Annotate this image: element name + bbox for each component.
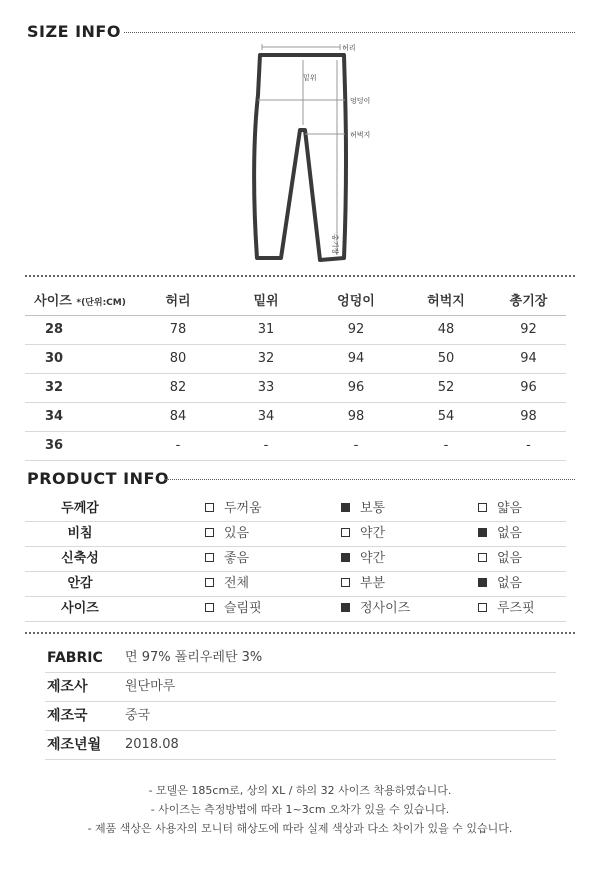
value-cell: 82 — [169, 380, 187, 395]
separator — [25, 632, 575, 634]
size-cell: 34 — [45, 409, 64, 424]
header-length: 총기장 — [509, 294, 548, 309]
header-rise: 밑위 — [253, 294, 279, 309]
hip-label: 엉덩이 — [350, 97, 371, 105]
checkbox-checked-icon — [478, 578, 487, 587]
option-label: 약간 — [360, 551, 386, 566]
option-label: 두꺼움 — [224, 501, 262, 516]
product-info-row — [25, 547, 566, 572]
option — [341, 497, 385, 521]
waist-label: 허리 — [342, 44, 356, 52]
value-cell: 31 — [257, 322, 275, 337]
product-info-label: 두께감 — [61, 501, 99, 516]
option — [478, 497, 522, 521]
table-row — [25, 345, 566, 374]
value-cell: - — [443, 438, 449, 453]
size-header-label: 사이즈 — [34, 294, 72, 309]
value-cell: - — [175, 438, 181, 453]
option — [478, 547, 522, 571]
option — [478, 522, 522, 546]
thigh-label: 허벅지 — [350, 131, 371, 139]
size-cell: 28 — [45, 322, 64, 337]
option — [341, 547, 385, 571]
checkbox-checked-icon — [341, 503, 350, 512]
value-cell: - — [526, 438, 531, 453]
product-info-label: 신축성 — [61, 551, 99, 566]
note-text: - 제품 색상은 사용자의 모니터 해상도에 따라 실제 색상과 다소 차이가 있을 수 있습니다. — [87, 822, 513, 835]
size-header-cell — [25, 288, 135, 317]
value-cell: 92 — [347, 322, 365, 337]
option — [205, 497, 262, 521]
fabric-row — [45, 731, 556, 760]
checkbox-checked-icon — [341, 553, 350, 562]
option-label: 좋음 — [224, 551, 250, 566]
value-cell: 92 — [520, 322, 537, 337]
checkbox-checked-icon — [341, 603, 350, 612]
product-info-row — [25, 572, 566, 597]
checkbox-icon — [205, 528, 214, 537]
value-cell: 33 — [257, 380, 275, 395]
fabric-row — [45, 673, 556, 702]
fabric-label: 제조사 — [47, 679, 88, 695]
product-info-label: 안감 — [67, 576, 93, 591]
table-row — [25, 374, 566, 403]
checkbox-icon — [205, 578, 214, 587]
size-info-title: SIZE INFO — [27, 22, 121, 41]
product-info-label: 비침 — [67, 526, 93, 541]
table-row — [25, 316, 566, 345]
product-info-row — [25, 497, 566, 522]
note-text: - 모델은 185cm로, 상의 XL / 하의 32 사이즈 착용하였습니다. — [148, 784, 452, 797]
option-label: 얇음 — [497, 501, 523, 516]
header-waist: 허리 — [165, 294, 191, 309]
checkbox-icon — [478, 503, 487, 512]
header-thigh: 허벅지 — [427, 294, 465, 309]
length-label: 총기장 — [331, 234, 339, 255]
option-label: 전체 — [224, 576, 250, 591]
option-label: 슬림핏 — [224, 601, 262, 616]
value-cell: 78 — [169, 322, 187, 337]
product-info-dotted-line — [165, 479, 575, 480]
option-label: 없음 — [497, 551, 523, 566]
value-cell: 96 — [520, 380, 537, 395]
option — [341, 597, 410, 621]
size-table-header — [25, 288, 566, 316]
option-label: 보통 — [360, 501, 386, 516]
fabric-value: 면 97% 폴리우레탄 3% — [125, 650, 263, 665]
option-label: 없음 — [497, 576, 523, 591]
product-info-row — [25, 597, 566, 622]
checkbox-icon — [341, 528, 350, 537]
product-info-row — [25, 522, 566, 547]
checkbox-icon — [478, 553, 487, 562]
option-label: 약간 — [360, 526, 386, 541]
fabric-value: 2018.08 — [125, 737, 179, 752]
option — [341, 522, 385, 546]
option — [205, 597, 262, 621]
value-cell: 98 — [520, 409, 537, 424]
option — [205, 547, 249, 571]
fabric-label: FABRIC — [47, 650, 103, 666]
header-hip: 엉덩이 — [337, 294, 375, 309]
product-info-title: PRODUCT INFO — [27, 469, 170, 488]
value-cell: 98 — [347, 409, 365, 424]
option — [478, 597, 535, 621]
value-cell: 80 — [169, 351, 187, 366]
fabric-row — [45, 644, 556, 673]
size-cell: 32 — [45, 380, 64, 395]
fabric-label: 제조국 — [47, 708, 88, 724]
option-label: 있음 — [224, 526, 250, 541]
fabric-row — [45, 702, 556, 731]
checkbox-icon — [341, 578, 350, 587]
value-cell: 32 — [257, 351, 275, 366]
value-cell: - — [353, 438, 359, 453]
checkbox-icon — [205, 603, 214, 612]
pants-diagram — [0, 0, 600, 275]
separator — [25, 275, 575, 277]
option — [341, 572, 385, 596]
option-label: 부분 — [360, 576, 386, 591]
value-cell: 94 — [520, 351, 537, 366]
size-table — [25, 288, 566, 461]
value-cell: 96 — [347, 380, 365, 395]
value-cell: - — [263, 438, 269, 453]
fabric-label: 제조년월 — [47, 737, 102, 753]
option — [205, 572, 249, 596]
option-label: 루즈핏 — [497, 601, 535, 616]
option — [478, 572, 522, 596]
fabric-value: 원단마루 — [125, 679, 176, 694]
table-row — [25, 432, 566, 461]
size-cell: 36 — [45, 438, 64, 453]
table-row — [25, 403, 566, 432]
option — [205, 522, 249, 546]
option-label: 정사이즈 — [360, 601, 411, 616]
fabric-value: 중국 — [125, 708, 151, 723]
unit-label: *(단위:CM) — [76, 298, 126, 308]
checkbox-icon — [478, 603, 487, 612]
rise-label: 밑위 — [303, 74, 317, 82]
value-cell: 48 — [437, 322, 455, 337]
pants-outline — [254, 55, 346, 260]
option-label: 없음 — [497, 526, 523, 541]
note-text: - 사이즈는 측정방법에 따라 1~3cm 오차가 있을 수 있습니다. — [150, 803, 450, 816]
value-cell: 84 — [169, 409, 187, 424]
checkbox-icon — [205, 553, 214, 562]
product-info-label: 사이즈 — [61, 601, 99, 616]
value-cell: 94 — [347, 351, 365, 366]
value-cell: 52 — [437, 380, 455, 395]
value-cell: 50 — [437, 351, 455, 366]
checkbox-checked-icon — [478, 528, 487, 537]
checkbox-icon — [205, 503, 214, 512]
size-cell: 30 — [45, 351, 64, 366]
value-cell: 34 — [257, 409, 275, 424]
value-cell: 54 — [437, 409, 455, 424]
